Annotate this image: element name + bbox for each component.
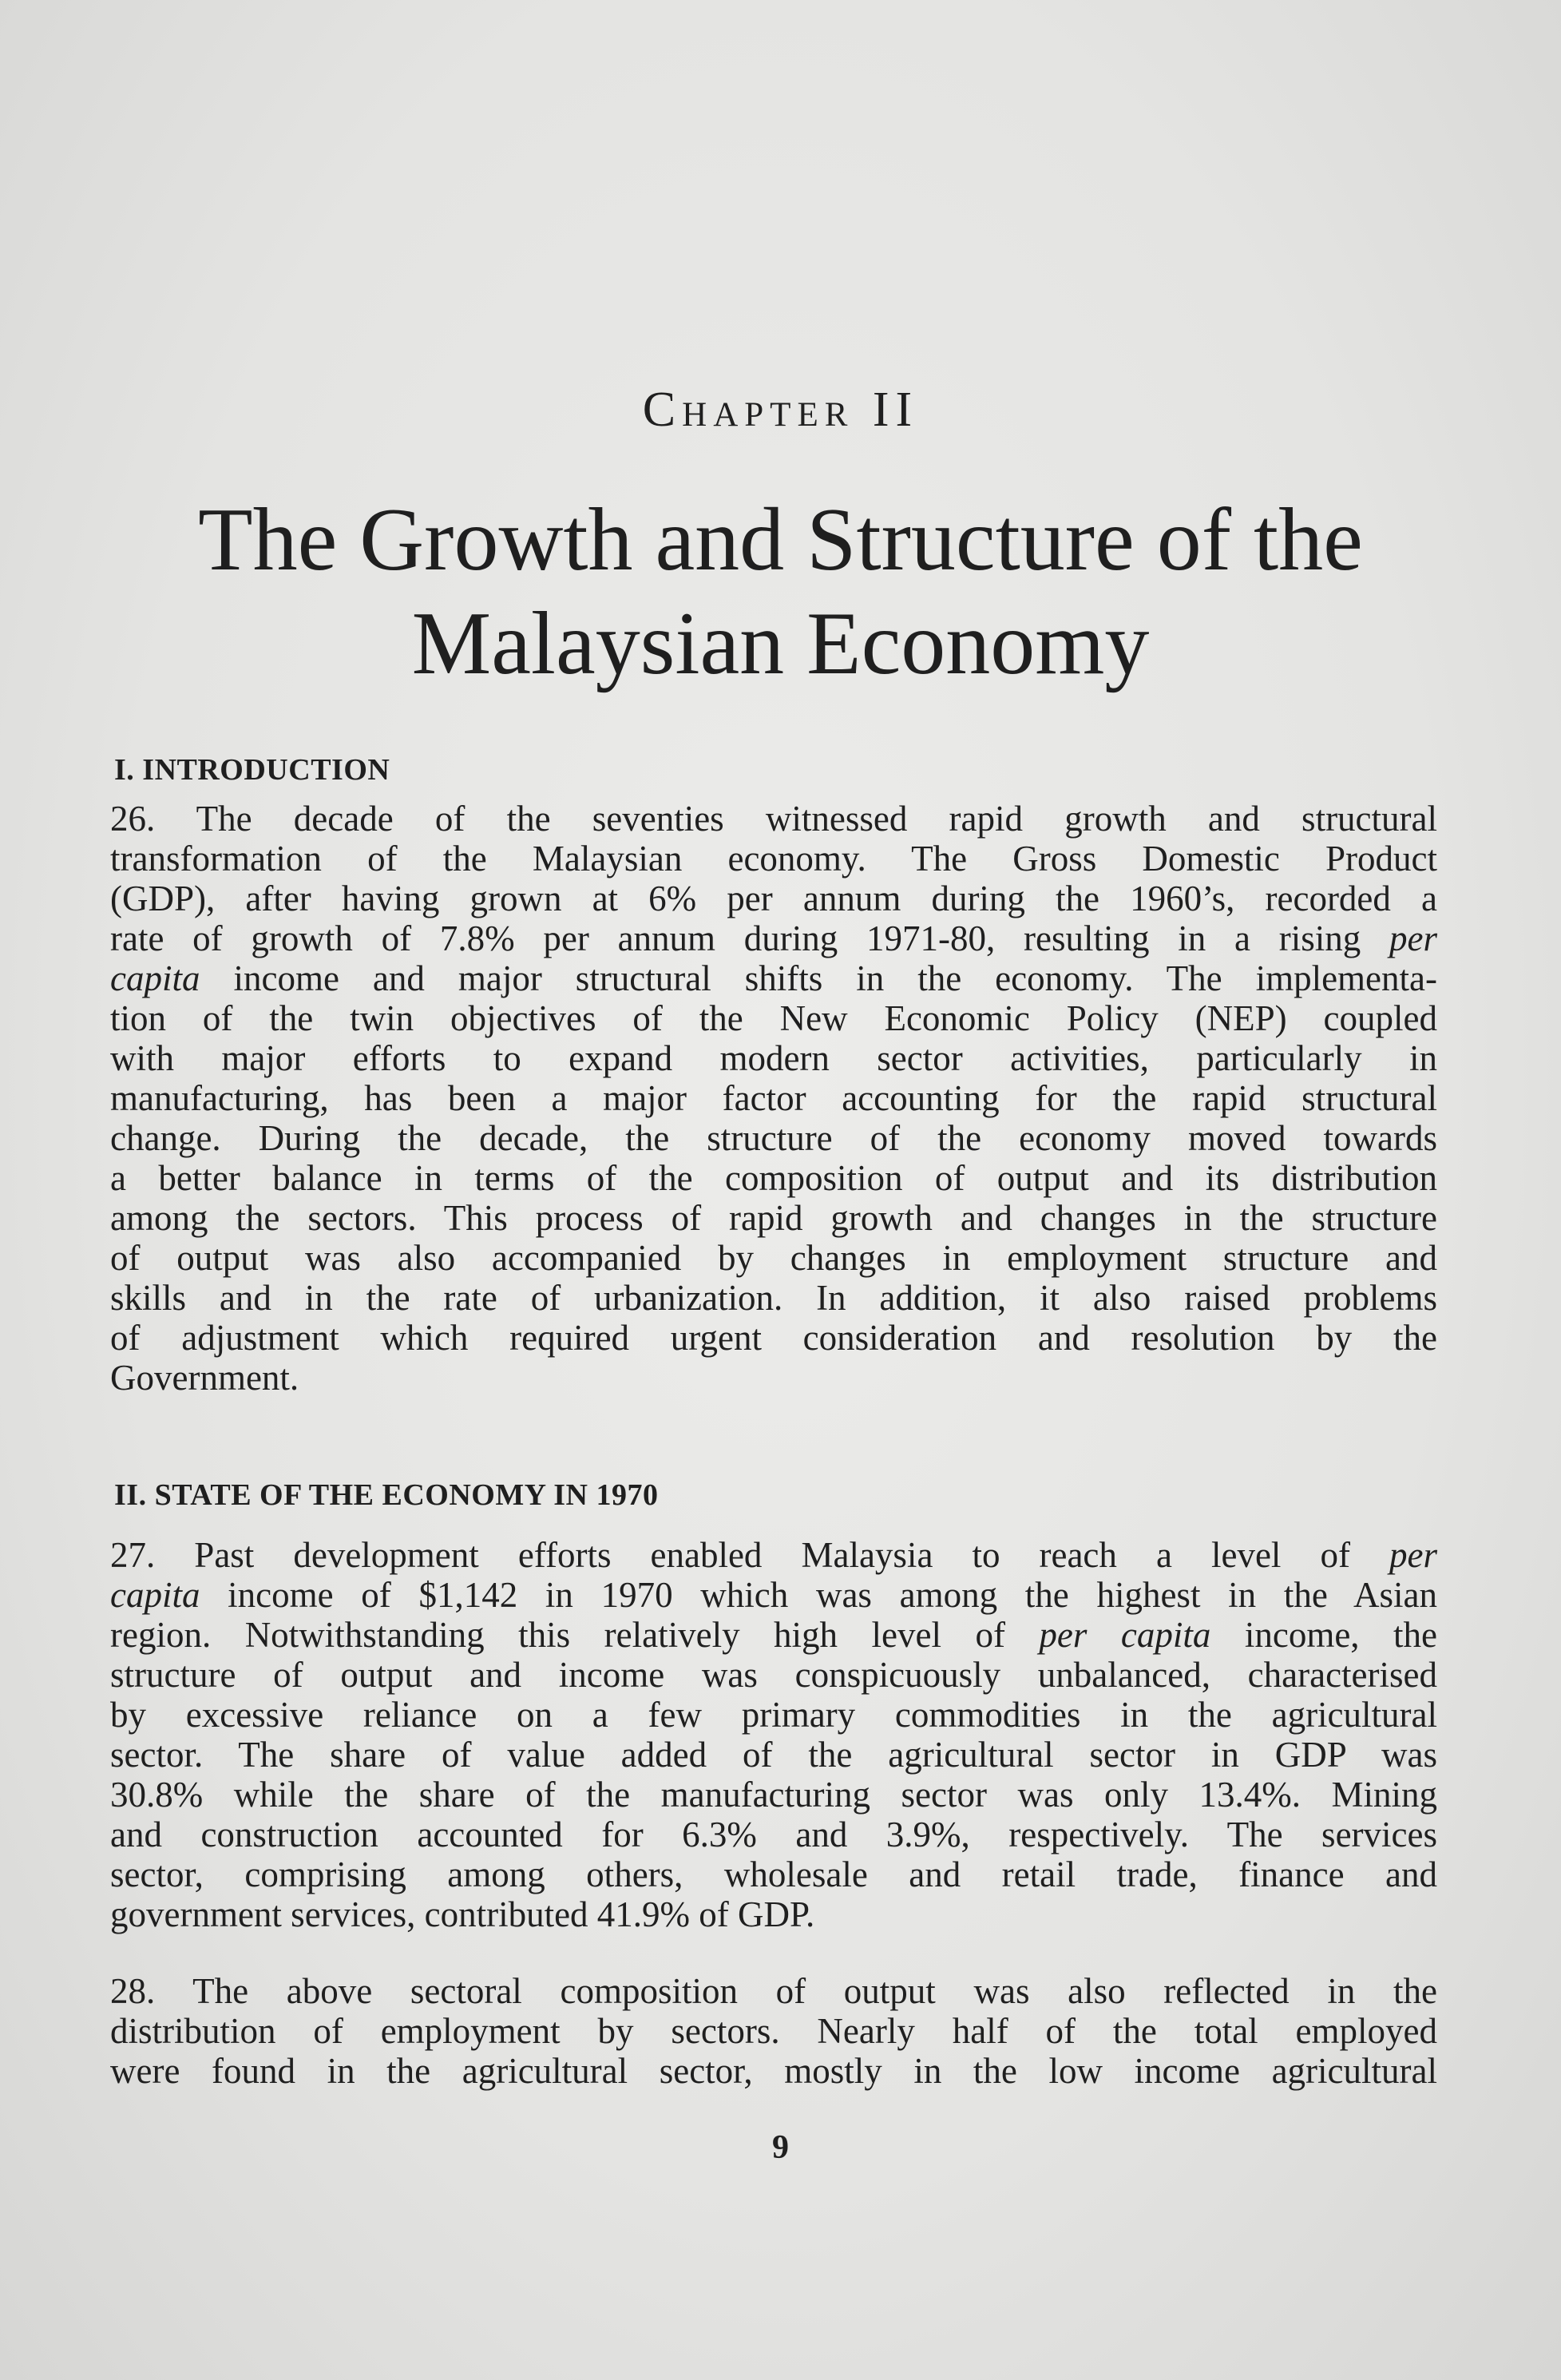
text-segment: a better balance in terms of the composition of output and its distribution <box>110 1158 1437 1198</box>
text-segment: manufacturing, has been a major factor accounting for the rapid structural <box>110 1078 1437 1118</box>
text-line <box>110 1894 1437 1934</box>
chapter-label: Chapter II <box>642 383 919 437</box>
text-segment: Government. <box>110 1358 299 1398</box>
text-line <box>110 958 1437 998</box>
text-line <box>110 1655 1437 1695</box>
text-line <box>110 2011 1437 2051</box>
text-line <box>110 1038 1437 1078</box>
paragraph-28 <box>110 1971 1437 2091</box>
text-segment: sector, comprising among others, wholesale and retail trade, finance and <box>110 1854 1437 1894</box>
text-line <box>110 1575 1437 1615</box>
text-segment: income of $1,142 in 1970 which was among the highest in the Asian <box>200 1575 1437 1615</box>
page-number: 9 <box>772 2129 789 2166</box>
text-segment: income and major structural shifts in the economy. The implementa- <box>200 958 1437 998</box>
text-line <box>110 998 1437 1038</box>
text-line <box>110 1158 1437 1198</box>
text-segment: 26. The decade of the seventies witnessed rapid growth and structural <box>110 799 1437 839</box>
text-segment: change. During the decade, the structure of the economy moved towards <box>110 1118 1437 1158</box>
text-segment: distribution of employment by sectors. Nearly half of the total employed <box>110 2011 1437 2051</box>
text-segment: 28. The above sectoral composition of output was also reflected in the <box>110 1971 1437 2011</box>
italic-text: per capita <box>1039 1615 1211 1655</box>
text-line <box>110 1118 1437 1158</box>
italic-text: per <box>1389 918 1437 958</box>
text-line <box>110 839 1437 879</box>
text-line <box>110 1695 1437 1735</box>
text-segment: structure of output and income was conspicuously unbalanced, characterised <box>110 1655 1437 1695</box>
text-line <box>110 1735 1437 1775</box>
text-line <box>110 1971 1437 2011</box>
text-line <box>110 1238 1437 1278</box>
text-line <box>110 1078 1437 1118</box>
text-line <box>110 1535 1437 1575</box>
text-segment: 30.8% while the share of the manufacturing sector was only 13.4%. Mining <box>110 1775 1437 1815</box>
text-segment: rate of growth of 7.8% per annum during 1971-80, resulting in a rising <box>110 918 1389 958</box>
text-segment: income, the <box>1210 1615 1438 1655</box>
text-line <box>110 1318 1437 1358</box>
italic-text: capita <box>110 958 200 998</box>
text-line <box>110 1775 1437 1815</box>
text-line <box>110 879 1437 918</box>
text-segment: of output was also accompanied by changes in employment structure and <box>110 1238 1437 1278</box>
text-segment: skills and in the rate of urbanization. In addition, it also raised problems <box>110 1278 1437 1318</box>
chapter-title-line-1: The Growth and Structure of the <box>198 490 1363 589</box>
text-line <box>110 1815 1437 1854</box>
italic-text: capita <box>110 1575 200 1615</box>
text-line <box>110 1278 1437 1318</box>
text-segment: government services, contributed 41.9% of GDP. <box>110 1894 815 1934</box>
text-segment: by excessive reliance on a few primary commodities in the agricultural <box>110 1695 1437 1735</box>
text-segment: 27. Past development efforts enabled Malaysia to reach a level of <box>110 1535 1389 1575</box>
chapter-title-line-2: Malaysian Economy <box>411 594 1150 693</box>
paragraph-26 <box>110 799 1437 1398</box>
text-line <box>110 2051 1437 2091</box>
text-line <box>110 799 1437 839</box>
text-segment: tion of the twin objectives of the New Economic Policy (NEP) coupled <box>110 998 1437 1038</box>
text-line <box>110 918 1437 958</box>
text-segment: region. Notwithstanding this relatively high level of <box>110 1615 1040 1655</box>
text-segment: (GDP), after having grown at 6% per annum during the 1960’s, recorded a <box>110 879 1437 918</box>
text-line <box>110 1854 1437 1894</box>
paragraph-27 <box>110 1535 1437 1934</box>
text-line <box>110 1615 1437 1655</box>
text-segment: of adjustment which required urgent consideration and resolution by the <box>110 1318 1437 1358</box>
text-segment: and construction accounted for 6.3% and 3.9%, respectively. The services <box>110 1815 1437 1854</box>
section-heading-state-of-economy: II. STATE OF THE ECONOMY IN 1970 <box>114 1478 659 1512</box>
text-segment: were found in the agricultural sector, mostly in the low income agricultural <box>110 2051 1437 2091</box>
text-segment: sector. The share of value added of the agricultural sector in GDP was <box>110 1735 1437 1775</box>
section-heading-introduction: I. INTRODUCTION <box>114 753 390 787</box>
text-segment: transformation of the Malaysian economy. The Gross Domestic Product <box>110 839 1437 879</box>
text-line <box>110 1198 1437 1238</box>
italic-text: per <box>1389 1535 1437 1575</box>
text-line <box>110 1358 1437 1398</box>
text-segment: with major efforts to expand modern sector activities, particularly in <box>110 1038 1437 1078</box>
text-segment: among the sectors. This process of rapid growth and changes in the structure <box>110 1198 1437 1238</box>
